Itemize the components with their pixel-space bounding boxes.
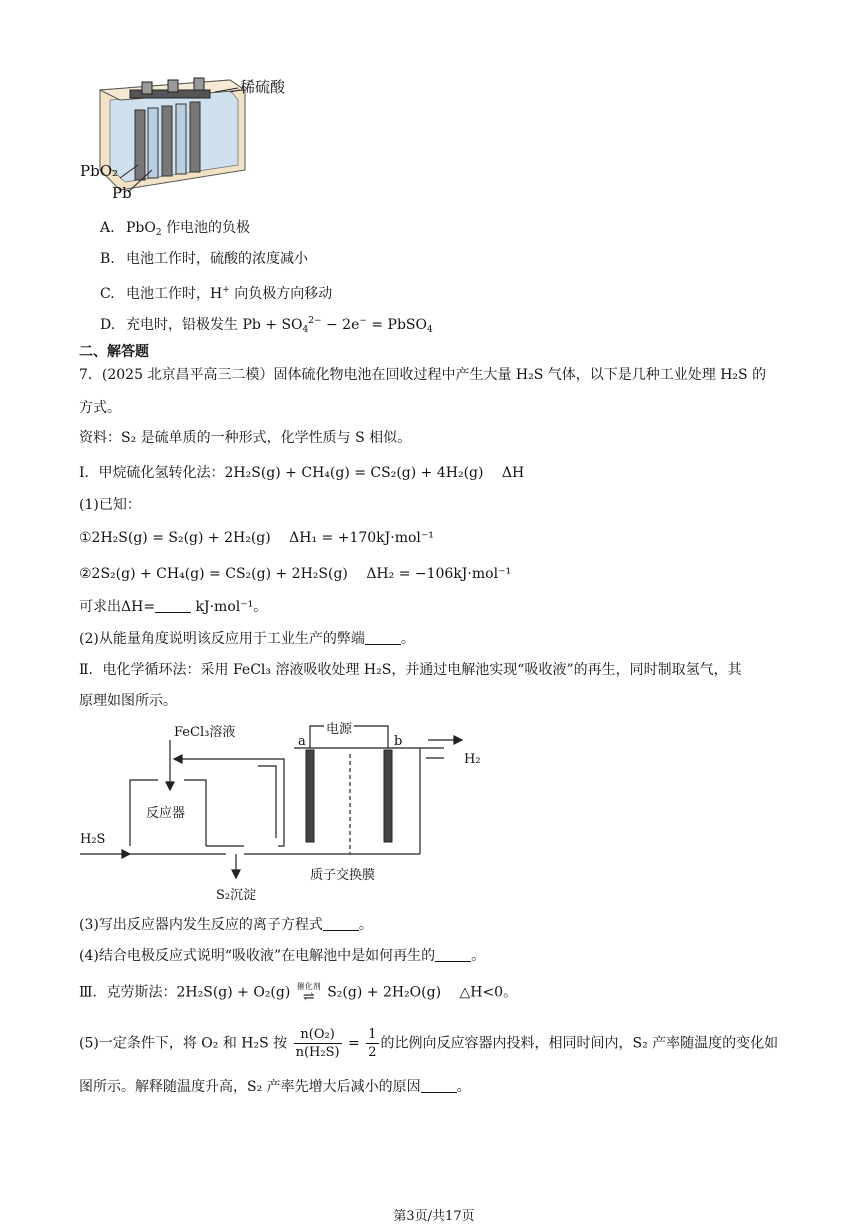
- q7-q5-line1: (5)一定条件下，将 O₂ 和 H₂S 按 $\frac{\text{n(O₂)}}{\text{n(H₂S)}}$ = $\frac{1}{2}$ 的比例向反应容器内投料，相同时间内，S₂ 产率随温度的变化如: [79, 1027, 779, 1060]
- answer-blank[interactable]: [421, 1078, 457, 1093]
- pbo2-label: PbO₂: [80, 162, 119, 180]
- option-letter: A.: [100, 220, 115, 236]
- option-letter: B.: [100, 251, 115, 267]
- answer-blank[interactable]: [323, 916, 359, 931]
- q7-note: 资料：S₂ 是硫单质的一种形式，化学性质与 S 相似。: [79, 430, 412, 446]
- q7-intro-line1: 7．(2025 北京昌平高三二模）固体硫化物电池在回收过程中产生大量 H₂S 气体，以下是几种工业处理 H₂S 的: [79, 367, 767, 383]
- q7-part3: Ⅲ．克劳斯法：2H₂S(g) + O₂(g) 催化剂 ⇌ S₂(g) + 2H₂O(g) △H<0。: [79, 982, 518, 1005]
- battery-figure: [80, 70, 330, 210]
- s2-precipitate-label: S₂沉淀: [216, 888, 257, 903]
- page-footer: 第3页/共17页: [393, 1209, 475, 1224]
- q7-part2-line2: 原理如图所示。: [79, 693, 177, 709]
- q7-q3: (3)写出反应器内发生反应的离子方程式 。: [79, 917, 373, 933]
- pb-label: Pb: [112, 184, 132, 202]
- equilibrium-arrow-icon: ⇌: [302, 989, 315, 1005]
- q7-part1-title: Ⅰ．甲烷硫化氢转化法：2H₂S(g) + CH₄(g) = CS₂(g) + 4H₂(g) ΔH: [79, 465, 525, 481]
- electrode-b: [384, 750, 392, 842]
- q7-q5-line2: 图所示。解释随温度升高，S₂ 产率先增大后减小的原因 。: [79, 1079, 471, 1095]
- fecl3-label: FeCl₃溶液: [174, 725, 236, 740]
- ratio-fraction: $\frac{\text{n(O₂)}}{\text{n(H₂S)}}$: [295, 1027, 340, 1060]
- h2-label: H₂: [464, 752, 481, 767]
- option-a: A. PbO$_2$ 作电池的负极: [100, 220, 251, 238]
- cell-schematic: [78, 718, 498, 898]
- acid-label: 稀硫酸: [240, 78, 286, 96]
- h2s-label: H₂S: [80, 832, 106, 847]
- catalyst-arrow: 催化剂 ⇌: [296, 982, 321, 1005]
- half-fraction: $\frac{1}{2}$: [368, 1027, 377, 1060]
- section-title: 二、解答题: [79, 344, 149, 360]
- answer-blank[interactable]: [365, 630, 401, 645]
- option-letter: C.: [100, 286, 115, 302]
- power-label: 电源: [324, 718, 354, 737]
- q7-q4: (4)结合电极反应式说明“吸收液”在电解池中是如何再生的 。: [79, 948, 486, 964]
- option-letter: D.: [100, 317, 116, 333]
- q7-part2-line1: Ⅱ．电化学循环法：采用 FeCl₃ 溶液吸收处理 H₂S，并通过电解池实现“吸收液”的再生，同时制取氢气，其: [79, 662, 742, 678]
- answer-blank[interactable]: [435, 947, 471, 962]
- reactor-label: 反应器: [146, 806, 186, 821]
- q7-intro-line2: 方式。: [79, 400, 121, 416]
- option-c: C. 电池工作时，H+ 向负极方向移动: [100, 285, 333, 302]
- q7-dh-question: 可求出ΔH= kJ·mol⁻¹。: [79, 599, 268, 615]
- option-d: D. 充电时，铅极发生 $Pb + SO_4^{2-} - 2e^-$ = PbSO$_4$: [100, 316, 433, 335]
- q7-q2: (2)从能量角度说明该反应用于工业生产的弊端 。: [79, 631, 415, 647]
- q7-known: (1)已知：: [79, 497, 141, 513]
- electrode-b-label: b: [394, 734, 403, 749]
- electrode-a-label: a: [298, 734, 306, 749]
- electrode-a: [306, 750, 314, 842]
- option-b: B. 电池工作时，硫酸的浓度减小: [100, 251, 308, 267]
- q7-eq1: ①2H₂S(g) = S₂(g) + 2H₂(g) ΔH₁ = +170kJ·mol⁻¹: [79, 530, 434, 546]
- answer-blank[interactable]: [155, 598, 191, 613]
- membrane-label: 质子交换膜: [310, 868, 376, 883]
- electrolysis-diagram: [78, 718, 498, 903]
- q7-eq2: ②2S₂(g) + CH₄(g) = CS₂(g) + 2H₂S(g) ΔH₂ = −106kJ·mol⁻¹: [79, 566, 512, 582]
